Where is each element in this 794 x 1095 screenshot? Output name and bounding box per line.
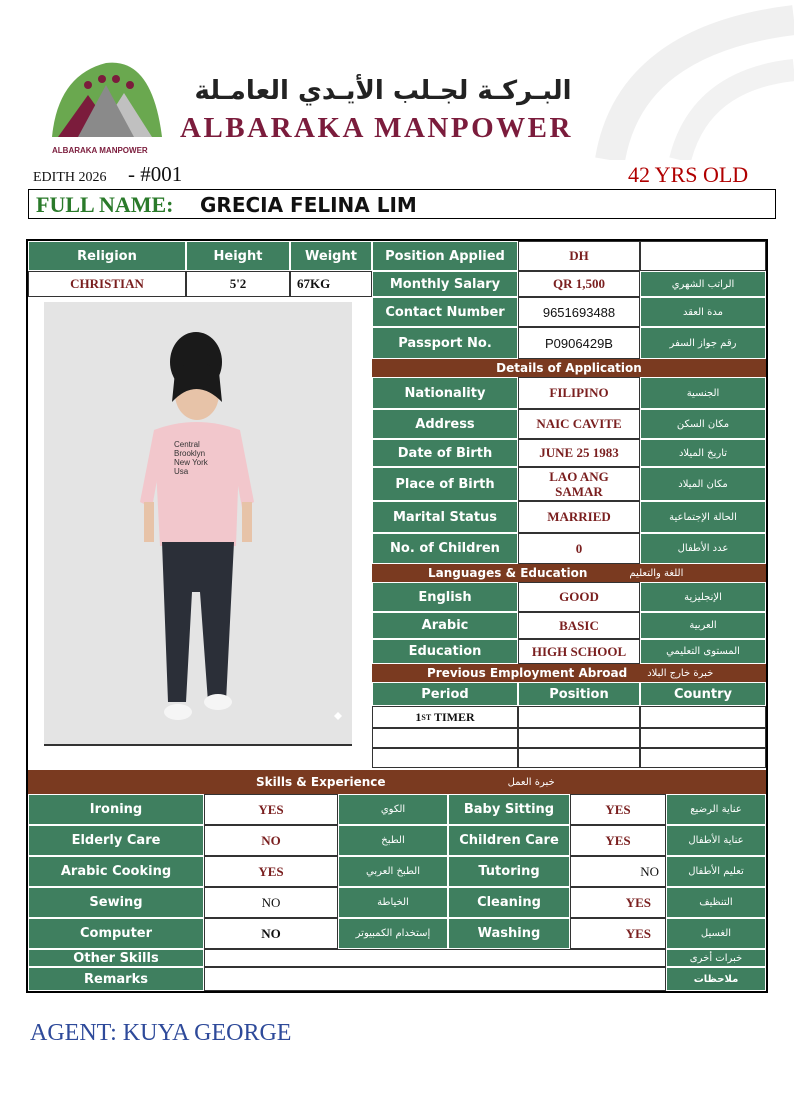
skill-ironing-label: Ironing xyxy=(28,794,204,825)
skill-tutoring-arabic: تعليم الأطفال xyxy=(666,856,766,887)
agent-name: AGENT: KUYA GEORGE xyxy=(30,1020,292,1046)
details-section-title: Details of Application xyxy=(496,361,642,375)
skill-arabic-cooking-value: YES xyxy=(204,856,338,887)
position-applied-label: Position Applied xyxy=(372,241,518,271)
employment-section-header xyxy=(372,664,766,682)
employment-row-2-period xyxy=(372,728,518,748)
remarks-value xyxy=(204,967,666,991)
employment-row-3-period xyxy=(372,748,518,768)
skill-baby-sitting-label: Baby Sitting xyxy=(448,794,570,825)
passport-value: P0906429B xyxy=(518,327,640,359)
employment-row-3-position xyxy=(518,748,640,768)
languages-section-title: Languages & Education xyxy=(428,566,588,580)
languages-section-header xyxy=(372,564,766,582)
height-header: Height xyxy=(186,241,290,271)
monthly-salary-value: QR 1,500 xyxy=(518,271,640,297)
contact-number-value: 9651693488 xyxy=(518,297,640,327)
employment-period-cell xyxy=(372,706,518,728)
marital-status-label: Marital Status xyxy=(372,501,518,533)
skills-section-header xyxy=(28,770,766,794)
company-name-english: ALBARAKA MANPOWER xyxy=(180,112,573,144)
skill-cleaning-label: Cleaning xyxy=(448,887,570,918)
weight-header: Weight xyxy=(290,241,372,271)
position-applied-value: DH xyxy=(518,241,640,271)
skill-sewing-arabic: الخياطة xyxy=(338,887,448,918)
employment-row-2-country xyxy=(640,728,766,748)
skill-arabic-cooking-label: Arabic Cooking xyxy=(28,856,204,887)
employment-country-cell xyxy=(640,706,766,728)
full-name-label: FULL NAME: xyxy=(36,192,174,217)
address-label: Address xyxy=(372,409,518,439)
skill-cleaning-value: YES xyxy=(570,887,666,918)
date-of-birth-label: Date of Birth xyxy=(372,439,518,467)
monthly-salary-arabic: الراتب الشهري xyxy=(640,271,766,297)
logo-caption: ALBARAKA MANPOWER xyxy=(52,146,148,155)
english-value: GOOD xyxy=(518,582,640,612)
position-applied-blank xyxy=(640,241,766,271)
skill-computer-value: NO xyxy=(204,918,338,949)
skill-computer-label: Computer xyxy=(28,918,204,949)
skill-arabic-cooking-arabic: الطبخ العربي xyxy=(338,856,448,887)
skill-ironing-value: YES xyxy=(204,794,338,825)
monthly-salary-label: Monthly Salary xyxy=(372,271,518,297)
children-arabic: عدد الأطفال xyxy=(640,533,766,564)
skills-section-title: Skills & Experience xyxy=(256,775,386,789)
place-of-birth-label: Place of Birth xyxy=(372,467,518,501)
employment-section-title: Previous Employment Abroad xyxy=(427,666,628,680)
contact-number-arabic: مدة العقد xyxy=(640,297,766,327)
applicant-code-number: - #001 xyxy=(128,162,183,186)
english-arabic: الإنجليزية xyxy=(640,582,766,612)
skill-cleaning-arabic: التنظيف xyxy=(666,887,766,918)
other-skills-arabic: خبرات أخرى xyxy=(666,949,766,967)
education-arabic: المستوى التعليمي xyxy=(640,639,766,664)
skill-ironing-arabic: الكوي xyxy=(338,794,448,825)
skill-children-care-arabic: عناية الأطفال xyxy=(666,825,766,856)
period-header: Period xyxy=(372,682,518,706)
company-name-arabic: البـركـة لجـلب الأيـدي العامـلة xyxy=(194,76,572,106)
employment-period-text: TIMER xyxy=(431,709,475,724)
skill-washing-arabic: الغسيل xyxy=(666,918,766,949)
skill-children-care-value: YES xyxy=(570,825,666,856)
skills-section-arabic: خبرة العمل xyxy=(507,776,555,788)
employment-section-arabic: خبرة خارج البلاد xyxy=(647,667,714,679)
employment-position-header: Position xyxy=(518,682,640,706)
nationality-arabic: الجنسية xyxy=(640,377,766,409)
weight-value: 67KG xyxy=(290,271,372,297)
skill-elderly-care-arabic: الطبخ xyxy=(338,825,448,856)
other-skills-label: Other Skills xyxy=(28,949,204,967)
full-name-value: GRECIA FELINA LIM xyxy=(200,193,417,217)
skill-elderly-care-label: Elderly Care xyxy=(28,825,204,856)
skill-washing-value: YES xyxy=(570,918,666,949)
details-section-header xyxy=(372,359,766,377)
children-label: No. of Children xyxy=(372,533,518,564)
arabic-arabic: العربية xyxy=(640,612,766,639)
applicant-photo xyxy=(44,302,352,746)
skill-washing-label: Washing xyxy=(448,918,570,949)
employment-position-cell xyxy=(518,706,640,728)
employment-row-3-country xyxy=(640,748,766,768)
skill-elderly-care-value: NO xyxy=(204,825,338,856)
passport-arabic: رقم جواز السفر xyxy=(640,327,766,359)
watermark-graphic xyxy=(590,0,794,160)
skill-sewing-label: Sewing xyxy=(28,887,204,918)
employment-period-number: 1 xyxy=(415,709,422,724)
address-value: NAIC CAVITE xyxy=(518,409,640,439)
employment-period-suffix: ST xyxy=(421,712,432,722)
remarks-arabic: ملاحظات xyxy=(666,967,766,991)
remarks-label: Remarks xyxy=(28,967,204,991)
passport-label: Passport No. xyxy=(372,327,518,359)
languages-section-arabic: اللغة والتعليم xyxy=(629,567,684,579)
skill-sewing-value: NO xyxy=(204,887,338,918)
place-of-birth-value: LAO ANG SAMAR xyxy=(518,467,640,501)
education-value: HIGH SCHOOL xyxy=(518,639,640,664)
religion-header: Religion xyxy=(28,241,186,271)
contact-number-label: Contact Number xyxy=(372,297,518,327)
arabic-label: Arabic xyxy=(372,612,518,639)
marital-status-value: MARRIED xyxy=(518,501,640,533)
education-label: Education xyxy=(372,639,518,664)
albaraka-logo xyxy=(48,55,166,145)
height-value: 5'2 xyxy=(186,271,290,297)
skill-children-care-label: Children Care xyxy=(448,825,570,856)
skill-baby-sitting-value: YES xyxy=(570,794,666,825)
shirt-print: Central Brooklyn New York Usa xyxy=(174,440,208,476)
nationality-label: Nationality xyxy=(372,377,518,409)
place-of-birth-arabic: مكان الميلاد xyxy=(640,467,766,501)
date-of-birth-value: JUNE 25 1983 xyxy=(518,439,640,467)
skill-tutoring-value: NO xyxy=(570,856,666,887)
skill-computer-arabic: إستخدام الكمبيوتر xyxy=(338,918,448,949)
religion-value: CHRISTIAN xyxy=(28,271,186,297)
address-arabic: مكان السكن xyxy=(640,409,766,439)
applicant-code-prefix: EDITH 2026 xyxy=(33,170,107,185)
nationality-value: FILIPINO xyxy=(518,377,640,409)
arabic-value: BASIC xyxy=(518,612,640,639)
children-value: 0 xyxy=(518,533,640,564)
country-header: Country xyxy=(640,682,766,706)
skill-baby-sitting-arabic: عناية الرضيع xyxy=(666,794,766,825)
employment-row-2-position xyxy=(518,728,640,748)
applicant-age: 42 YRS OLD xyxy=(628,162,749,187)
skill-tutoring-label: Tutoring xyxy=(448,856,570,887)
marital-status-arabic: الحالة الإجتماعية xyxy=(640,501,766,533)
date-of-birth-arabic: تاريخ الميلاد xyxy=(640,439,766,467)
other-skills-value xyxy=(204,949,666,967)
english-label: English xyxy=(372,582,518,612)
